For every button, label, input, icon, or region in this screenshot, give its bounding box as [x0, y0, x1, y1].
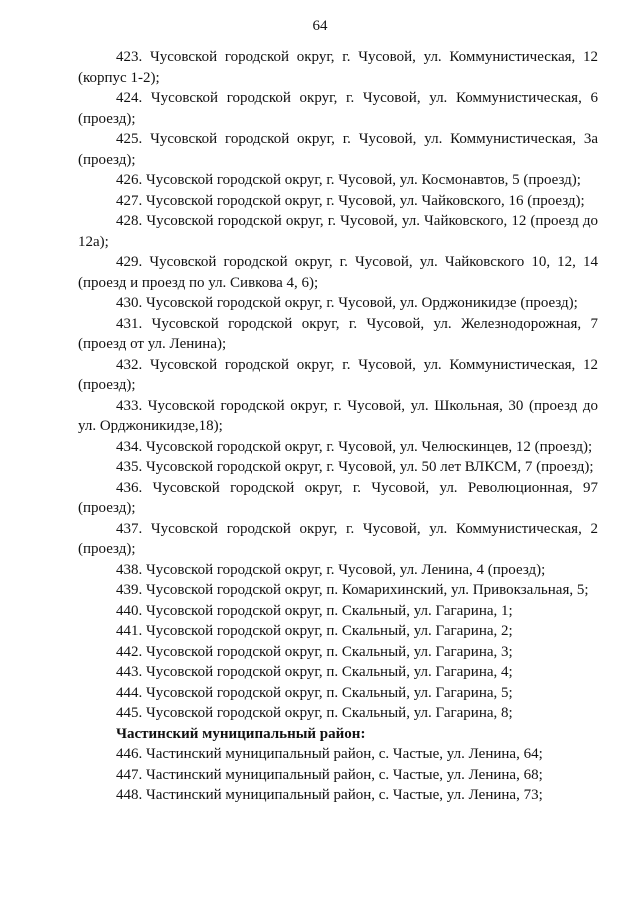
- list-item: 432. Чусовской городской округ, г. Чусовой, ул. Коммунистическая, 12 (проезд);: [78, 356, 598, 393]
- list-item: 434. Чусовской городской округ, г. Чусовой, ул. Челюскинцев, 12 (проезд);: [116, 438, 593, 455]
- list-item: 437. Чусовской городской округ, г. Чусовой, ул. Коммунистическая, 2 (проезд);: [78, 520, 598, 557]
- list-item: 440. Чусовской городской округ, п. Скальный, ул. Гагарина, 1;: [116, 602, 513, 619]
- list-item: 429. Чусовской городской округ, г. Чусовой, ул. Чайковского 10, 12, 14 (проезд и проезд по ул. Сивкова 4, 6);: [78, 254, 598, 291]
- list-item: 430. Чусовской городской округ, г. Чусовой, ул. Орджоникидзе (проезд);: [116, 295, 578, 311]
- section-heading: Частинский муниципальный район:: [116, 725, 366, 742]
- list-item: 447. Частинский муниципальный район, с. Частые, ул. Ленина, 68;: [116, 766, 543, 783]
- list-item: 427. Чусовской городской округ, г. Чусовой, ул. Чайковского, 16 (проезд);: [116, 192, 585, 209]
- list-item: 428. Чусовской городской округ, г. Чусовой, ул. Чайковского, 12 (проезд до 12а);: [78, 213, 598, 250]
- list-item: 423. Чусовской городской округ, г. Чусовой, ул. Коммунистическая, 12 (корпус 1-2);: [78, 49, 598, 86]
- list-item: 448. Частинский муниципальный район, с. Частые, ул. Ленина, 73;: [116, 787, 543, 803]
- list-item: 443. Чусовской городской округ, п. Скальный, ул. Гагарина, 4;: [116, 664, 513, 680]
- document-body: [78, 47, 598, 806]
- list-item: 444. Чусовской городской округ, п. Скальный, ул. Гагарина, 5;: [116, 684, 513, 701]
- page-number: 64: [312, 18, 328, 34]
- list-item: 438. Чусовской городской округ, г. Чусовой, ул. Ленина, 4 (проезд);: [116, 561, 546, 578]
- list-item: 442. Чусовской городской округ, п. Скальный, ул. Гагарина, 3;: [116, 643, 513, 660]
- list-item: 441. Чусовской городской округ, п. Скальный, ул. Гагарина, 2;: [116, 623, 513, 639]
- list-item: 425. Чусовской городской округ, г. Чусовой, ул. Коммунистическая, 3а (проезд);: [78, 131, 598, 168]
- list-item: 426. Чусовской городской округ, г. Чусовой, ул. Космонавтов, 5 (проезд);: [116, 172, 581, 188]
- list-item: 424. Чусовской городской округ, г. Чусовой, ул. Коммунистическая, 6 (проезд);: [78, 90, 598, 127]
- list-item: 445. Чусовской городской округ, п. Скальный, ул. Гагарина, 8;: [116, 705, 513, 721]
- entry-list-chusovoy: [78, 47, 598, 724]
- list-item: 436. Чусовской городской округ, г. Чусовой, ул. Революционная, 97 (проезд);: [78, 479, 598, 516]
- list-item: 433. Чусовской городской округ, г. Чусовой, ул. Школьная, 30 (проезд до ул. Орджоникидзе,18);: [78, 397, 598, 434]
- list-item: 439. Чусовской городской округ, п. Комарихинский, ул. Привокзальная, 5;: [116, 582, 589, 598]
- entry-list-chastinsky: [78, 744, 598, 806]
- list-item: 435. Чусовской городской округ, г. Чусовой, ул. 50 лет ВЛКСМ, 7 (проезд);: [116, 459, 594, 475]
- list-item: 431. Чусовской городской округ, г. Чусовой, ул. Железнодорожная, 7 (проезд от ул. Ленина);: [78, 315, 598, 352]
- list-item: 446. Частинский муниципальный район, с. Частые, ул. Ленина, 64;: [116, 746, 543, 762]
